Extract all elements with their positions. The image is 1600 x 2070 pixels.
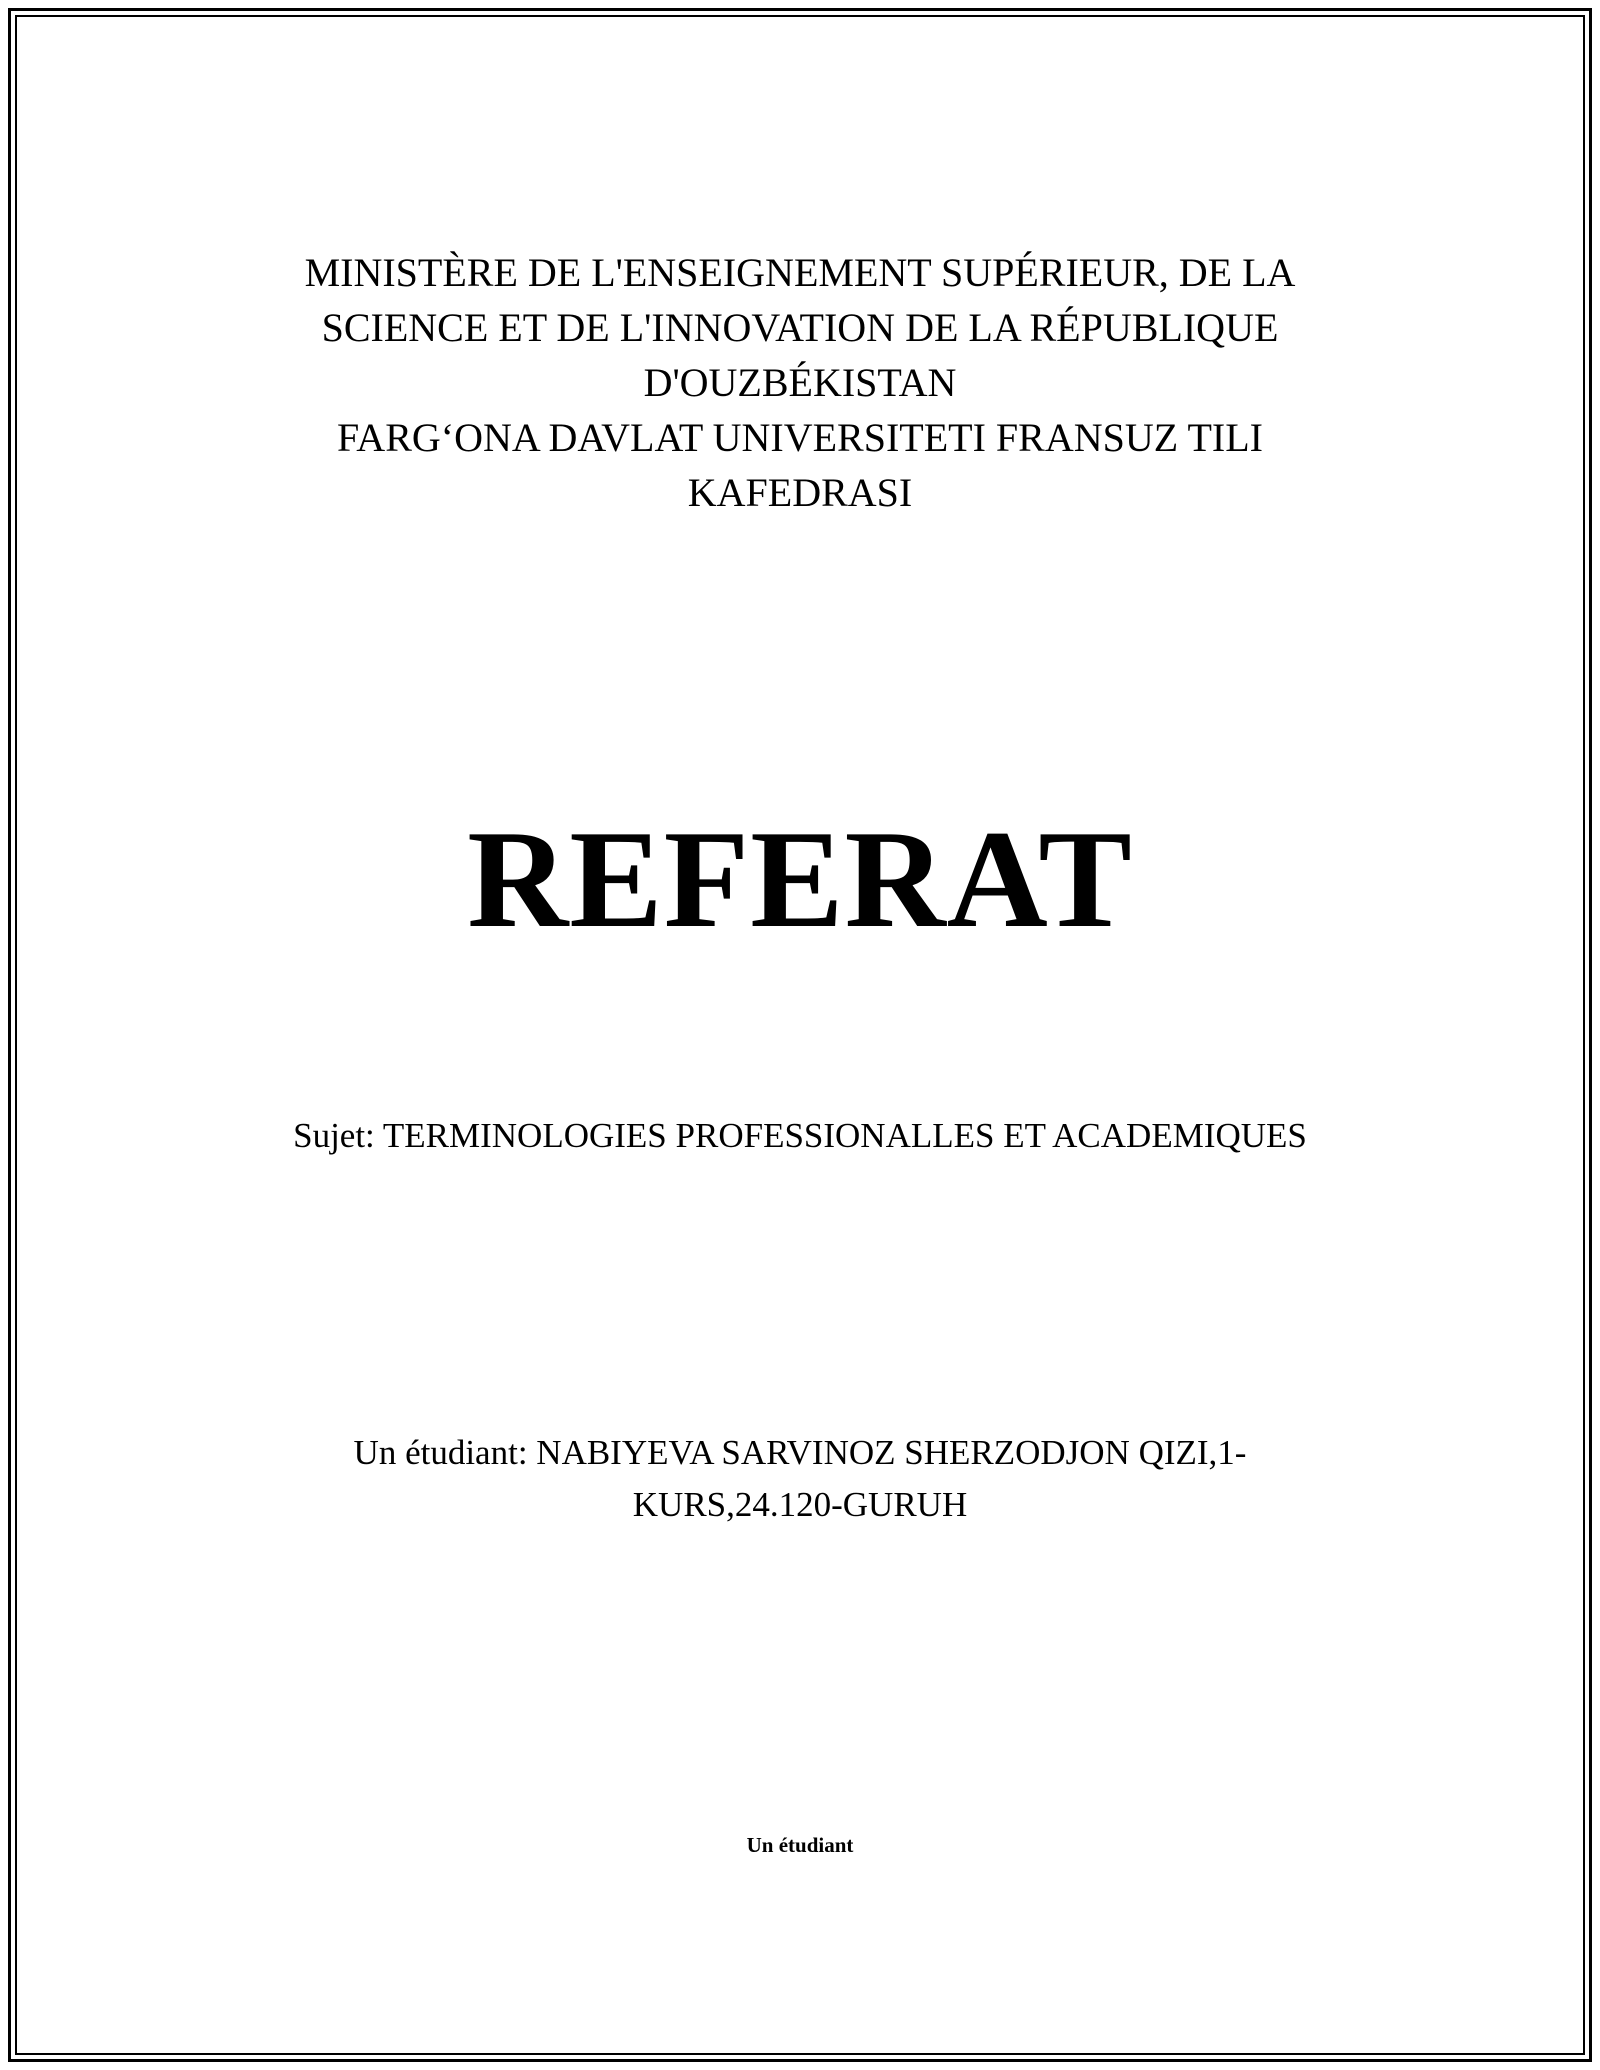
- header-line: D'OUZBÉKISTAN: [643, 360, 957, 405]
- header-line: SCIENCE ET DE L'INNOVATION DE LA RÉPUBLIQUE: [321, 305, 1279, 350]
- document-title: REFERAT: [467, 802, 1133, 957]
- institution-header: [0, 245, 1600, 520]
- header-line: MINISTÈRE DE L'ENSEIGNEMENT SUPÉRIEUR, DE LA: [304, 250, 1296, 295]
- footer-label: Un étudiant: [746, 1833, 854, 1857]
- student-line: KURS,24.120-GURUH: [632, 1485, 968, 1524]
- header-line: KAFEDRASI: [687, 470, 913, 515]
- subject-line: Sujet: TERMINOLOGIES PROFESSIONALLES ET ACADEMIQUES: [293, 1116, 1307, 1155]
- header-line: FARG‘ONA DAVLAT UNIVERSITETI FRANSUZ TILI: [337, 415, 1263, 460]
- student-line: Un étudiant: NABIYEVA SARVINOZ SHERZODJON QIZI,1-: [353, 1433, 1247, 1472]
- student-info: [0, 1427, 1600, 1531]
